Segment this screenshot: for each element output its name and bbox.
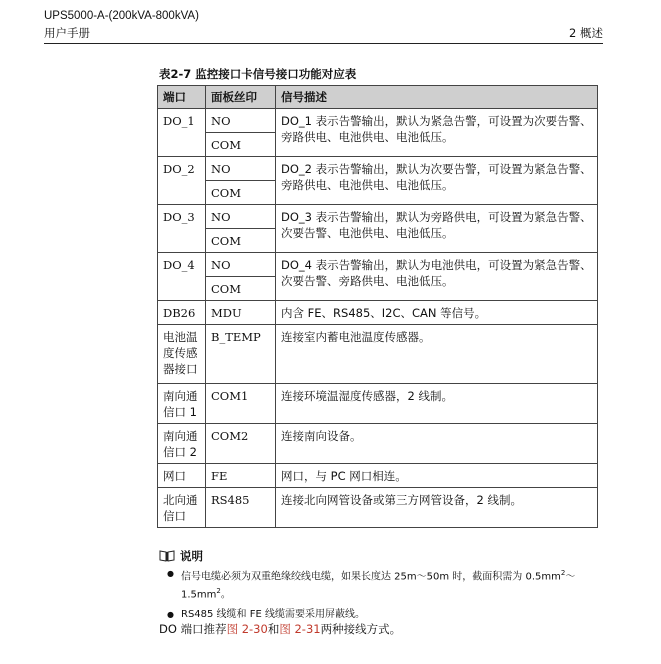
- table-row: [158, 205, 598, 229]
- pin-cell: NO: [206, 205, 276, 229]
- port-cell: DB26: [158, 301, 206, 325]
- table-row: [158, 109, 598, 133]
- pin-cell: COM: [206, 181, 276, 205]
- description-cell: DO_1 表示告警输出，默认为紧急告警，可设置为次要告警、旁路供电、电池供电、电池低压。: [276, 109, 598, 157]
- pin-cell: COM: [206, 277, 276, 301]
- port-cell: 南向通信口 1: [158, 384, 206, 424]
- port-cell: DO_2: [158, 157, 206, 205]
- pin-cell: NO: [206, 109, 276, 133]
- description-cell: 连接南向设备。: [276, 424, 598, 464]
- note-text: 。: [220, 589, 231, 601]
- figure-link-2-30[interactable]: 图 2-30: [226, 622, 268, 636]
- table-row: [158, 384, 598, 424]
- note-heading: [159, 548, 203, 564]
- superscript: 2: [560, 569, 566, 577]
- table-row: [158, 464, 598, 488]
- port-cell: DO_4: [158, 253, 206, 301]
- table-row: [158, 157, 598, 181]
- list-item: [159, 566, 589, 603]
- superscript: 2: [216, 587, 221, 596]
- chapter-label: 2 概述: [569, 26, 603, 40]
- description-cell: 连接室内蓄电池温度传感器。: [276, 325, 598, 384]
- pin-cell: NO: [206, 253, 276, 277]
- table-row: [158, 253, 598, 277]
- port-cell: 南向通信口 2: [158, 424, 206, 464]
- note-text: ～: [565, 571, 576, 583]
- note-text: 信号电缆必须为双重绝缘绞线电缆，如果长度达 25m～50m 时，截面积需为 0.5mm: [181, 571, 561, 583]
- description-cell: DO_2 表示告警输出，默认为次要告警，可设置为紧急告警、旁路供电、电池供电、电池低压。: [276, 157, 598, 205]
- description-cell: 连接环境温湿度传感器，2 线制。: [276, 384, 598, 424]
- footer-text: 和: [267, 622, 280, 636]
- document-subtitle: 用户手册: [44, 26, 90, 40]
- description-cell: 连接北向网管设备或第三方网管设备，2 线制。: [276, 488, 598, 528]
- pin-cell: COM: [206, 133, 276, 157]
- port-cell: 网口: [158, 464, 206, 488]
- pin-cell: COM2: [206, 424, 276, 464]
- table-row: [158, 424, 598, 464]
- footer-text: DO 端口推荐: [159, 622, 227, 636]
- description-cell: 内含 FE、RS485、I2C、CAN 等信号。: [276, 301, 598, 325]
- book-icon: [159, 550, 175, 562]
- description-cell: DO_3 表示告警输出，默认为旁路供电，可设置为紧急告警、次要告警、电池供电、电池低压。: [276, 205, 598, 253]
- port-cell: DO_3: [158, 205, 206, 253]
- table-row: [158, 488, 598, 528]
- column-header-port: 端口: [158, 86, 206, 109]
- list-item: [159, 607, 589, 622]
- port-cell: 北向通信口: [158, 488, 206, 528]
- wiring-reference-text: [159, 621, 401, 637]
- pin-cell: COM: [206, 229, 276, 253]
- column-header-description: 信号描述: [276, 86, 598, 109]
- table-header-row: [158, 86, 598, 109]
- header-rule: [44, 43, 603, 44]
- signal-interface-table: [157, 85, 598, 528]
- pin-cell: B_TEMP: [206, 325, 276, 384]
- note-text: RS485 线缆和 FE 线缆需要采用屏蔽线。: [181, 608, 365, 620]
- pin-cell: COM1: [206, 384, 276, 424]
- table-row: [158, 301, 598, 325]
- note-text: 1.5mm: [181, 589, 217, 601]
- note-list: [159, 566, 589, 626]
- column-header-silkscreen: 面板丝印: [206, 86, 276, 109]
- document-title: UPS5000-A-(200kVA-800kVA): [44, 10, 199, 22]
- note-label: 说明: [180, 549, 203, 563]
- pin-cell: RS485: [206, 488, 276, 528]
- port-cell: DO_1: [158, 109, 206, 157]
- pin-cell: MDU: [206, 301, 276, 325]
- table-row: [158, 325, 598, 384]
- port-cell: 电池温度传感器接口: [158, 325, 206, 384]
- description-cell: DO_4 表示告警输出，默认为电池供电，可设置为紧急告警、次要告警、旁路供电、电池低压。: [276, 253, 598, 301]
- footer-text: 两种接线方式。: [320, 622, 402, 636]
- figure-link-2-31[interactable]: 图 2-31: [279, 622, 321, 636]
- description-cell: 网口，与 PC 网口相连。: [276, 464, 598, 488]
- pin-cell: FE: [206, 464, 276, 488]
- pin-cell: NO: [206, 157, 276, 181]
- table-caption: 表2-7 监控接口卡信号接口功能对应表: [159, 67, 357, 81]
